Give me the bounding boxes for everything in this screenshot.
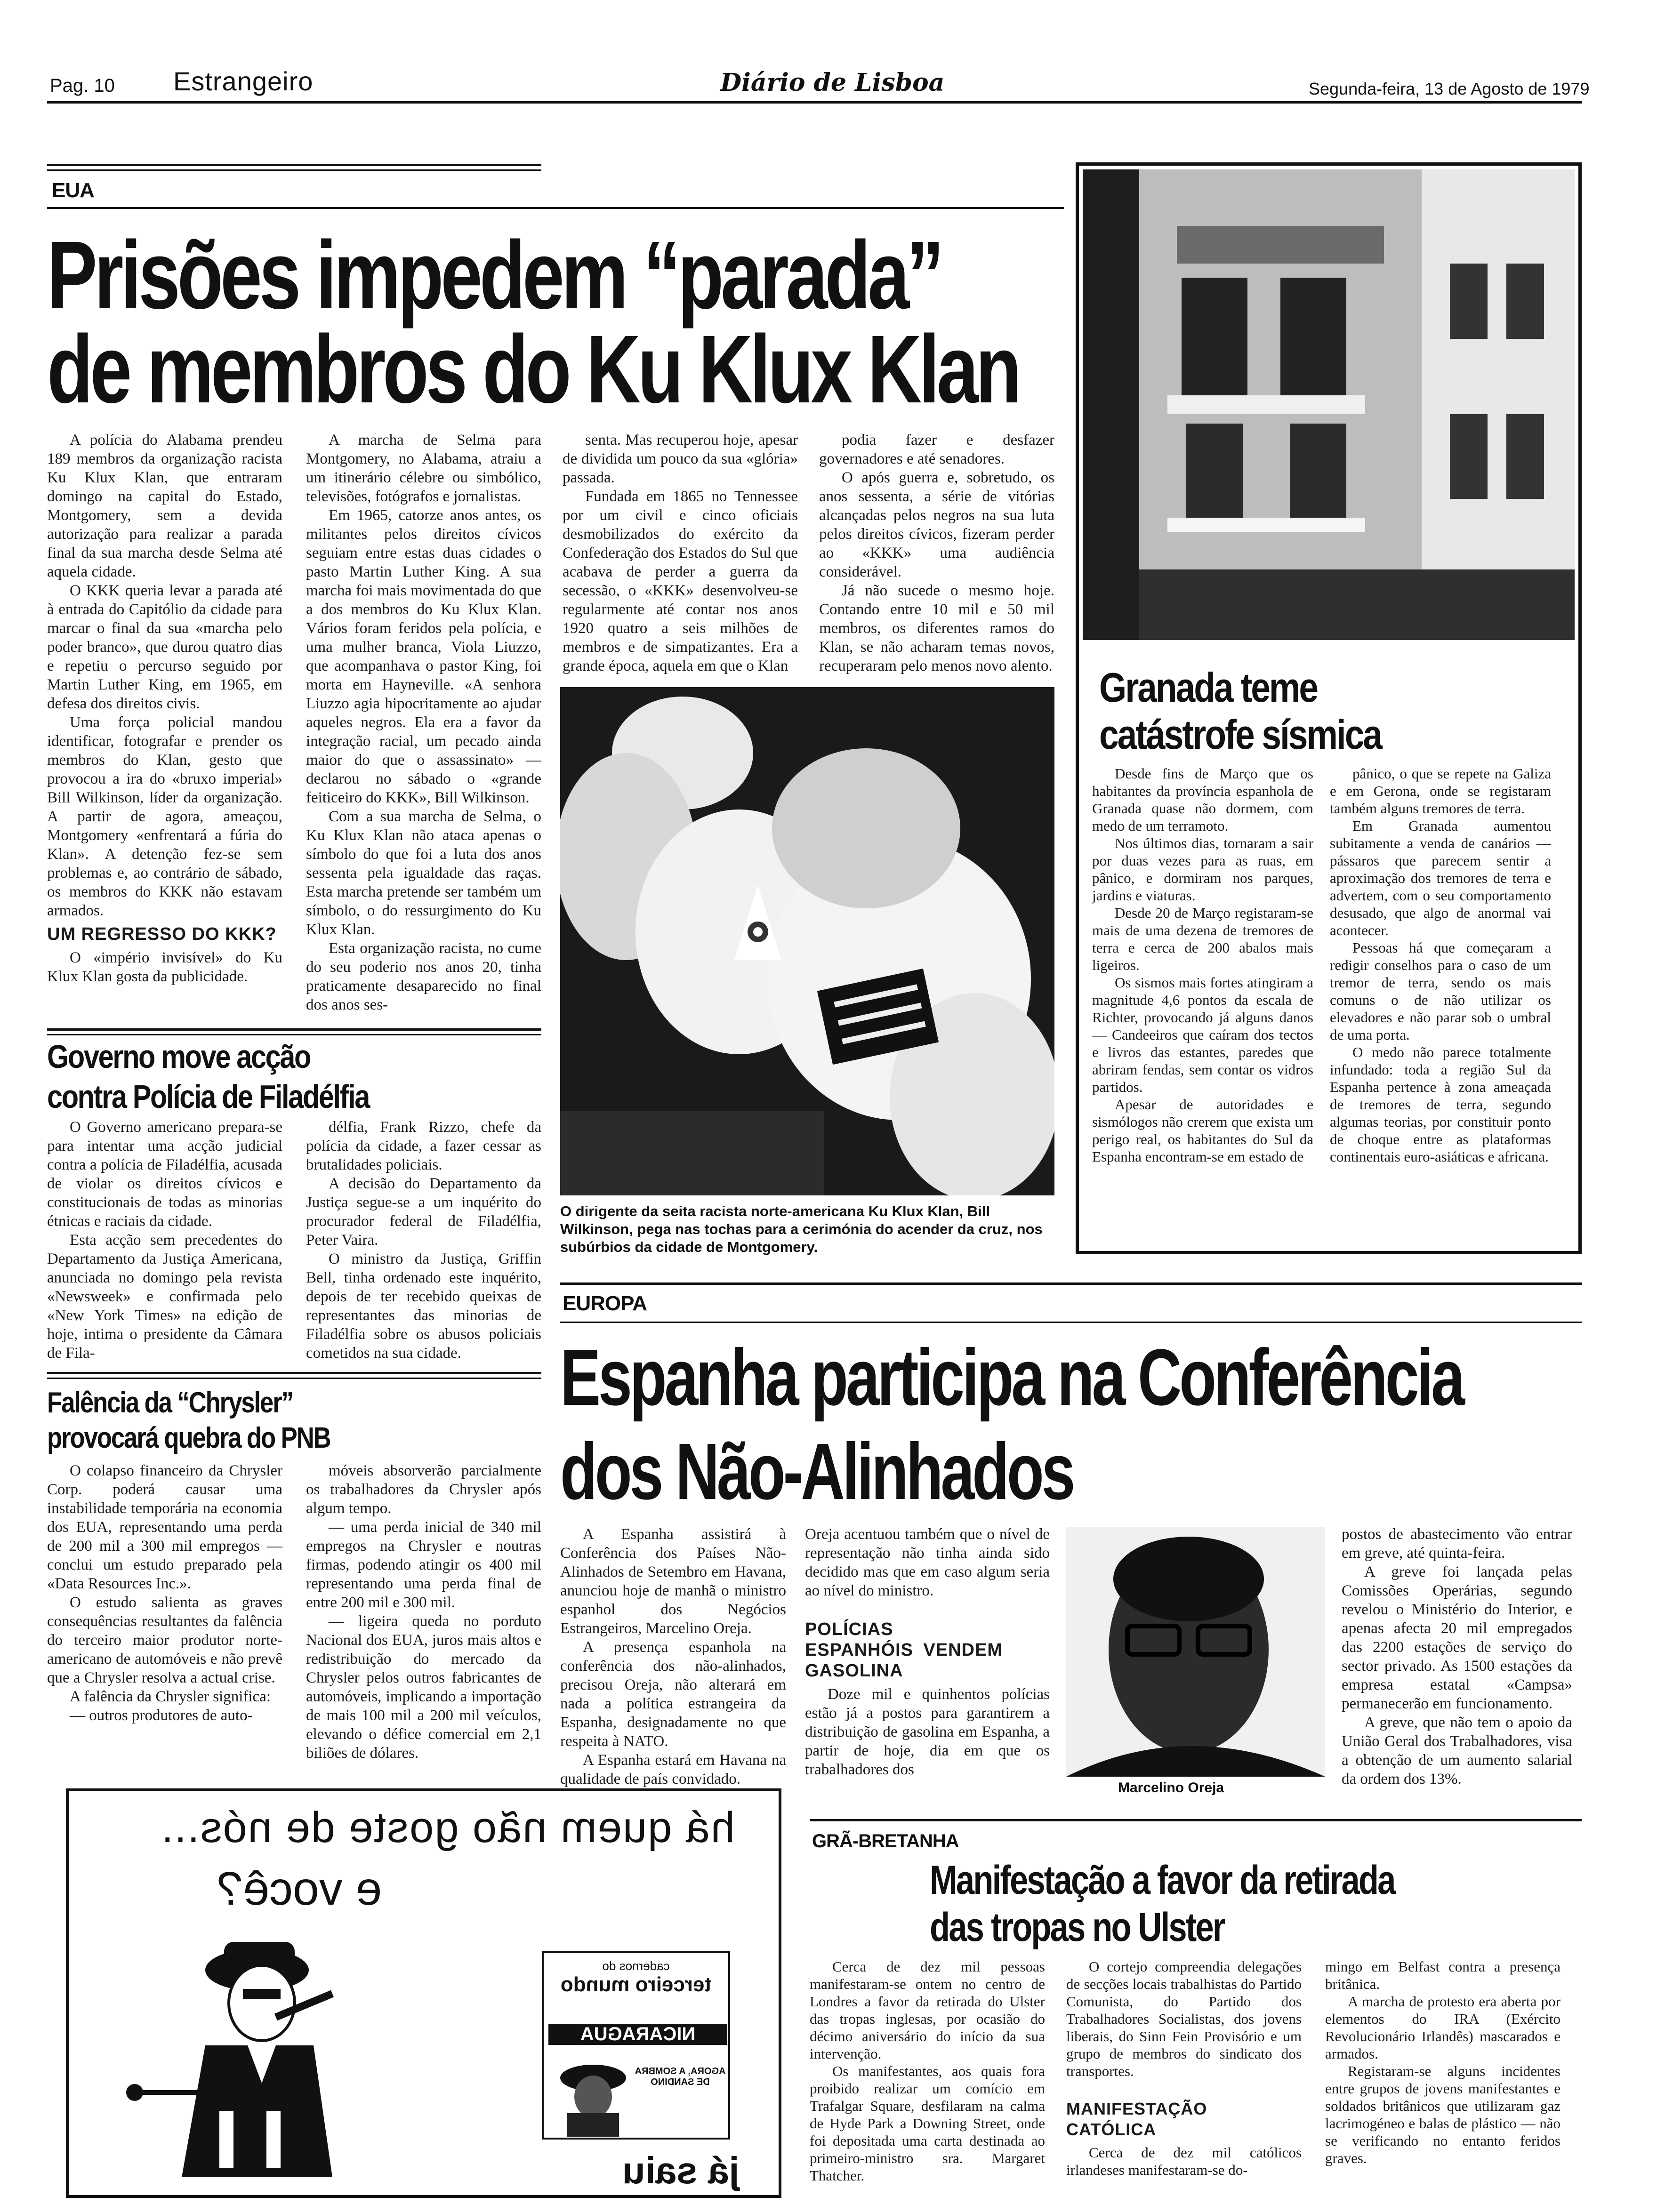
paragraph: postos de abastecimento vão entrar em greve, até quinta-feira. — [1342, 1526, 1572, 1562]
ad-headline-mirrored: há quem não goste de nós... — [160, 1803, 735, 1851]
kkk-headline-line2: de membros do Ku Klux Klan — [47, 315, 1019, 423]
paragraph: móveis absorverão parcialmente os trabalhadores da Chrysler após algum tempo. — [306, 1462, 541, 1517]
paragraph: A polícia do Alabama prendeu 189 membros da organização racista Ku Klux Klan, que entraram domingo na capital do Estado, Montgomery, sem a devida autorização para realizar a parada final da sua marcha desde Selma até aquela cidade. — [47, 432, 282, 580]
paragraph: O medo não parece totalmente infundado: toda a região Sul da Espanha pertence à zona ameaçada de tremores de terra, segundo algumas teorias, por constituir ponto de choque entre as plataformas continentais euro-asiáticas e africana. — [1330, 1044, 1551, 1165]
paragraph: Já não sucede o mesmo hoje. Contando entre 10 mil e 50 mil membros, os diferentes ramos do Klan, se não acharam temas novos, recuperaram pelo menos novo alento. — [819, 582, 1054, 674]
paragraph: O KKK queria levar a parada até à entrada do Capitólio da cidade para marcar o final da sua «marcha pelo poder branco», que durou quatro dias e repetiu o percurso seguido por Martin Luther King, em 1965, em defesa dos direitos civis. — [47, 582, 282, 712]
paragraph: A greve, que não tem o apoio da União Geral dos Trabalhadores, visa a obtenção de um aumento salarial da ordem dos 13%. — [1342, 1714, 1572, 1787]
kkk-column-4 — [819, 431, 1054, 675]
section-kicker-europa: EUROPA — [563, 1292, 647, 1315]
governo-rule-top — [47, 1028, 541, 1031]
europa-rule-bottom — [560, 1322, 1582, 1323]
ad-footer-mirrored: já saiu — [622, 2149, 740, 2191]
chrysler-rule-top — [47, 1372, 541, 1374]
kkk-column-1 — [47, 431, 282, 986]
paragraph: pânico, o que se repete na Galiza e em Gerona, onde se registaram também alguns tremores de terra. — [1330, 765, 1551, 817]
oreja-portrait-photo — [1066, 1527, 1325, 1777]
advertisement-box — [66, 1788, 781, 2198]
section-kicker-gra-bretanha: GRÃ-BRETANHA — [812, 1831, 959, 1851]
paragraph: Os manifestantes, aos quais fora proibido realizar um comício em Trafalgar Square, desfilaram na calma de Hyde Park a Downing Street, onde foi depositada uma carta destinada ao primeiro-ministro sra. Margaret Thatcher. — [810, 2063, 1045, 2184]
europa-rule-top — [560, 1282, 1582, 1285]
paragraph: Os sismos mais fortes atingiram a magnitude 4,6 pontos da escala de Richter, provocando já alguns danos — Candeeiros que caíram dos tectos e livros das estantes, paredes que abriram fendas, sem contar os vidros partidos. — [1092, 974, 1313, 1095]
kkk-column-2 — [306, 431, 541, 1014]
ulster-column-1 — [810, 1958, 1045, 2184]
ad-caricature-drawing — [88, 1914, 455, 2177]
magazine-cover-figure — [553, 2052, 633, 2137]
ulster-column-2 — [1066, 1958, 1302, 2179]
paragraph: Registaram-se alguns incidentes entre grupos de jovens manifestantes e soldados britânicos que utilizaram gaz lacrimogéneo e balas de plástico — não se verificando no entanto feridos graves. — [1325, 2063, 1560, 2166]
paragraph: délfia, Frank Rizzo, chefe da polícia da cidade, a fazer cessar as brutalidades policiais. — [306, 1119, 541, 1173]
governo-column-2 — [306, 1118, 541, 1362]
espanha-column-3 — [1342, 1525, 1572, 1788]
kkk-headline-line1: Prisões impedem “parada” — [47, 221, 941, 329]
governo-headline-line2: contra Polícia de Filadélfia — [47, 1078, 369, 1115]
paragraph: senta. Mas recuperou hoje, apesar de dividida um pouco da sua «glória» passada. — [563, 432, 798, 486]
kkk-column-3 — [563, 431, 798, 675]
magazine-series-label: cadernos do — [602, 1959, 670, 1973]
ulster-headline-line2: das tropas no Ulster — [930, 1905, 1224, 1950]
newspaper-name: Diário de Lisboa — [720, 68, 945, 97]
ad-subheadline-mirrored: e você? — [217, 1862, 382, 1915]
granada-column-2 — [1330, 765, 1551, 1165]
paragraph: Oreja acentuou também que o nível de representação não tinha ainda sido decidido mas que em caso algum seria ao nível do ministro. — [805, 1526, 1050, 1599]
ulster-headline-line1: Manifestação a favor da retirada — [930, 1858, 1395, 1903]
chrysler-column-1 — [47, 1461, 282, 1725]
magazine-cover-subline: AGORA, A SOMBRA DE SANDINO — [635, 2066, 726, 2087]
oreja-portrait-image — [1066, 1527, 1325, 1777]
paragraph: Desde 20 de Março registaram-se mais de uma dezena de tremores de terra e cerca de 200 abalos mais ligeiros. — [1092, 905, 1313, 973]
paragraph: Cerca de dez mil católicos irlandeses manifestaram-se do- — [1066, 2144, 1302, 2178]
paragraph: O cortejo compreendia delegações de secções locais trabalhistas do Partido Comunista, do Partido dos Trabalhadores Socialistas, dos jovens liberais, do Sinn Fein Provisório e um grupo de membros do sindicato dos transportes. — [1066, 1958, 1302, 2079]
paragraph: A falência da Chrysler significa: — [70, 1688, 271, 1705]
subheading: POLÍCIAS ESPANHÓIS VENDEM GASOLINA — [805, 1619, 1003, 1681]
section-name: Estrangeiro — [173, 66, 314, 96]
paragraph: Com a sua marcha de Selma, o Ku Klux Klan não ataca apenas o símbolo do que foi a luta dos anos sessenta pela igualdade das raças. Esta marcha pretende ser também um símbolo, o do ressurgimento do Ku Klux Klan. — [306, 808, 541, 938]
kkk-photo-image — [560, 687, 1054, 1195]
oreja-photo-caption: Marcelino Oreja — [1118, 1780, 1224, 1795]
magazine-cover-headline: NICARAGUA — [548, 2024, 727, 2045]
paragraph: Doze mil e quinhentos polícias estão já a postos para garantirem a distribuição de gasolina em Espanha, a partir de hoje, dia em que os trabalhadores dos — [805, 1686, 1050, 1778]
espanha-column-2 — [805, 1525, 1050, 1779]
granada-column-1 — [1092, 765, 1313, 1165]
paragraph: mingo em Belfast contra a presença britânica. — [1325, 1958, 1560, 1992]
governo-headline-line1: Governo move acção — [47, 1038, 311, 1075]
paragraph: A Espanha estará em Havana na qualidade de país convidado. — [560, 1752, 786, 1787]
paragraph: Nos últimos dias, tornaram a sair por duas vezes para as ruas, em pânico, e dormiram nos parques, jardins e viaturas. — [1092, 835, 1313, 904]
chrysler-headline-line2: provocará quebra do PNB — [47, 1422, 330, 1454]
subheading: MANIFESTAÇÃO CATÓLICA — [1066, 2099, 1207, 2139]
espanha-headline-line2: dos Não-Alinhados — [560, 1427, 1073, 1516]
kicker-rule-bottom — [47, 207, 1064, 209]
paragraph: A greve foi lançada pelas Comissões Operárias, segundo revelou o Ministério do Interior, e apenas afecta 20 mil empregados das 2200 estações de serviço do sector privado. As 1500 estações da empresa estatal «Campsa» permanecerão em funcionamento. — [1342, 1563, 1572, 1712]
paragraph: O após guerra e, sobretudo, os anos sessenta, a série de vitórias alcançadas pelos negros na sua luta pelos direitos cívicos, fizeram perder ao «KKK» uma audiência considerável. — [819, 469, 1054, 580]
granada-building-photo — [1083, 169, 1575, 640]
granada-headline-line1: Granada teme — [1099, 664, 1317, 711]
paragraph: A marcha de protesto era aberta por elementos do IRA (Exército Revolucionário Irlandês) mascarados e armados. — [1325, 1993, 1560, 2062]
kkk-photo — [560, 687, 1054, 1195]
paragraph: podia fazer e desfazer governadores e até senadores. — [819, 432, 1054, 467]
paragraph: O colapso financeiro da Chrysler Corp. poderá causar uma instabilidade temporária na economia dos EUA, representando uma perda de 200 mil a 300 mil empregos — conclui um estudo preparado pela «Data Resources Inc.». — [47, 1462, 282, 1592]
chrysler-column-2 — [306, 1461, 541, 1763]
paragraph: A marcha de Selma para Montgomery, no Alabama, atraiu a um itinerário célebre ou simbólico, televisões, fotógrafos e jornalistas. — [306, 432, 541, 505]
kicker-rule-top-2 — [47, 169, 541, 171]
granada-photo-image — [1083, 169, 1575, 640]
paragraph: — ligeira queda no porduto Nacional dos EUA, juros mais altos e redistribuição do mercado da Chrysler pelos outros fabricantes de automóveis, implicando a importação de mais 100 mil a 200 mil veículos, elevando o défice comercial em 2,1 biliões de dólares. — [306, 1613, 541, 1762]
paragraph: O Governo americano prepara-se para intentar uma acção judicial contra a polícia de Filadélfia, acusada de violar os direitos cívicos e constitucionais de todas as minorias étnicas e raciais da cidade. — [47, 1119, 282, 1230]
ulster-rule-top — [810, 1819, 1582, 1821]
paragraph: Pessoas há que começaram a redigir conselhos para o caso de um tremor de terra, sendo os mais comuns o de não utilizar os elevadores e não parar sob o umbral de uma porta. — [1330, 939, 1551, 1043]
paragraph: — uma perda inicial de 340 mil empregos na Chrysler e noutras firmas, podendo atingir os 400 mil representando uma perda final de entre 200 mil e 300 mil. — [306, 1519, 541, 1611]
governo-column-1 — [47, 1118, 282, 1362]
paragraph: Esta acção sem precedentes do Departamento da Justiça Americana, anunciada no domingo pela revista «Newsweek» e confirmada pelo «New York Times» na edição de hoje, intima o presidente da Câmara de Fila- — [47, 1232, 282, 1362]
page-number: Pag. 10 — [50, 75, 115, 96]
paragraph: Desde fins de Março que os habitantes da província espanhola de Granada quase não dormem, com medo de um terramoto. — [1092, 765, 1313, 834]
espanha-column-1 — [560, 1525, 786, 1788]
paragraph: Em 1965, catorze anos antes, os militantes pelos direitos cívicos seguiam entre estas duas cidades o pasto Martin Luther King. A sua marcha foi mais movimentada do que a dos membros do Ku Klux Klan. Vários foram feridos pela polícia, e uma mulher branca, Viola Liuzzo, que acompanhava o pastor King, foi morta em Hayneville. «A senhora Liuzzo agia hipocritamente ao ajudar aqueles negros. Ela era a favor da integração racial, um pecado ainda maior do que o assassinato» — declarou no sábado o «grande feiticeiro do KKK», Bill Wilkinson. — [306, 507, 541, 806]
chrysler-rule-top-2 — [47, 1378, 541, 1379]
kicker-rule-top — [47, 164, 541, 166]
granada-headline-line2: catástrofe sísmica — [1099, 711, 1381, 758]
paragraph: Uma força policial mandou identificar, fotografar e prender os membros do Klan, gesto que provocou a ira do «bruxo imperial» Bill Wilkinson, líder da organização. A partir de agora, ameaçou, Montgomery «enfrentará a fúria do Klan». A detenção fez-se sem problemas e, ao contrário de sábado, os membros do KKK não estavam armados. — [47, 714, 282, 919]
ulster-column-3 — [1325, 1958, 1560, 2167]
paragraph: O «império invisível» do Ku Klux Klan gosta da publicidade. — [47, 949, 282, 985]
kkk-photo-caption: O dirigente da seita racista norte-americana Ku Klux Klan, Bill Wilkinson, pega nas tochas para a cerimónia do acender da cruz, nos subúrbios da cidade de Montgomery. — [560, 1203, 1043, 1255]
paragraph: Apesar de autoridades e sismólogos não crerem que exista um perigo real, os habitantes do Sul da Espanha encontram-se em estado de — [1092, 1096, 1313, 1165]
paragraph: O estudo salienta as graves consequências resultantes da falência do terceiro maior produtor norte-americano de automóveis e não prevê que a Chrysler resolva a actual crise. — [47, 1594, 282, 1686]
paragraph: Esta organização racista, no cume do seu poderio nos anos 20, tinha praticamente desaparecido no final dos anos ses- — [306, 940, 541, 1013]
chrysler-headline-line1: Falência da “Chrysler” — [47, 1387, 293, 1419]
magazine-cover — [542, 1951, 730, 2140]
governo-rule-top-2 — [47, 1034, 541, 1035]
paragraph: — outros produtores de auto- — [70, 1707, 253, 1724]
masthead-rule — [47, 101, 1582, 104]
paragraph: Cerca de dez mil pessoas manifestaram-se ontem no centro de Londres a favor da retirada do Ulster das tropas inglesas, por ocasião do décimo aniversário do início da sua intervenção. — [810, 1958, 1045, 2062]
paragraph: Em Granada aumentou subitamente a venda de canários — pássaros que parecem sentir a aproximação dos tremores de terra e advertem, com o seu comportamento desusado, que algo de anormal vai acontecer. — [1330, 817, 1551, 938]
paragraph: A decisão do Departamento da Justiça segue-se a um inquérito do procurador federal de Filadélfia, Peter Vaira. — [306, 1175, 541, 1249]
paragraph: A Espanha assistirá à Conferência dos Países Não-Alinhados de Setembro em Havana, anunciou hoje de manhã o ministro espanhol dos Negócios Estrangeiros, Marcelino Oreja. — [560, 1526, 786, 1637]
magazine-title: terceiro mundo — [560, 1973, 712, 1996]
paragraph: Fundada em 1865 no Tennessee por um civil e cinco oficiais desmobilizados do exército da Confederação dos Estados do Sul que acabava de perder a guerra da secessão, o «KKK» desenvolveu-se regularmente até contar nos anos 1920 quatro a seis milhões de membros e de simpatizantes. Era a grande época, aquela em que o Klan — [563, 488, 798, 674]
subheading: UM REGRESSO DO KKK? — [47, 924, 277, 944]
espanha-headline-line1: Espanha participa na Conferência — [560, 1333, 1463, 1422]
paragraph: A presença espanhola na conferência dos não-alinhados, precisou Oreja, não alterará em nada a política estrangeira da Espanha, designadamente no que respeita à NATO. — [560, 1639, 786, 1750]
paragraph: O ministro da Justiça, Griffin Bell, tinha ordenado este inquérito, depois de ter recebido queixas de representantes das minorias de Filadélfia sobre os abusos policiais cometidos na sua cidade. — [306, 1250, 541, 1362]
section-kicker-eua: EUA — [52, 179, 94, 202]
issue-date: Segunda-feira, 13 de Agosto de 1979 — [1309, 79, 1590, 98]
